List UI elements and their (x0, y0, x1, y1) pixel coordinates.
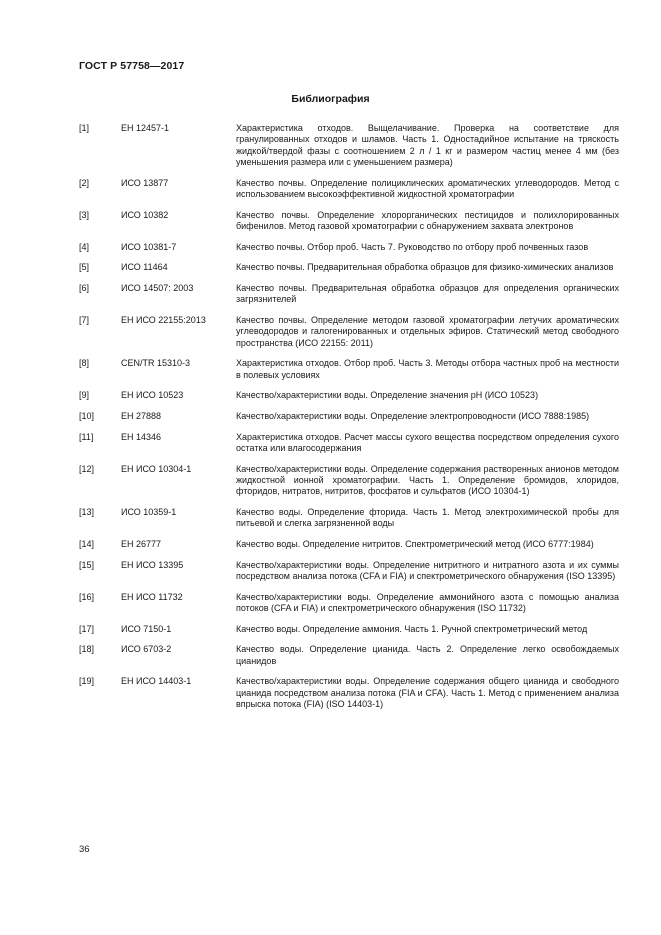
bibliography-entry (79, 592, 619, 615)
entry-description: Качество/характеристики воды. Определение электропроводности (ИСО 7888:1985) (236, 411, 590, 421)
entry-description: Качество воды. Определение цианида. Часть 2. Определение легко освобождаемых цианидов (236, 644, 619, 666)
entry-number: [18] (79, 644, 95, 655)
bibliography-entry (79, 210, 619, 233)
entry-standard-code: ИСО 13877 (121, 177, 169, 188)
bibliography-entry (79, 676, 619, 710)
entry-number: [9] (79, 390, 90, 401)
bibliography-entry (79, 507, 619, 530)
entry-number: [14] (79, 539, 95, 549)
bibliography-entry (79, 411, 619, 422)
entry-standard-code: CEN/TR 15310-3 (121, 358, 191, 369)
entry-description: Качество почвы. Определение методом газовой хроматографии летучих ароматических углеводородов и галогенированных и отдельных эфиров. Статический метод свободного пространства (ИСО 22155: 2011) (236, 315, 619, 348)
entry-number: [19] (79, 676, 95, 687)
bibliography-entry (79, 178, 619, 201)
bibliography-entry (79, 464, 619, 498)
entry-description: Качество/характеристики воды. Определение содержания общего цианида и свободного цианида посредством анализа потока (FIA и CFA). Часть 1. Метод с применением анализа впрыска потока (FIA) (ISO 14403-1) (236, 676, 619, 709)
bibliography-entry (79, 560, 619, 583)
entry-standard-code: ЕН ИСО 10523 (121, 390, 184, 401)
bibliography-entry (79, 315, 619, 349)
entry-number: [13] (79, 507, 95, 517)
bibliography-entry (79, 262, 619, 273)
entry-description: Качество почвы. Определение хлорорганических пестицидов и полихлорированных бифенилов. Метод газовой хроматографии с обнаружением захвата электронов (236, 209, 619, 232)
entry-number: [3] (79, 209, 90, 220)
bibliography-entry (79, 539, 619, 550)
entry-standard-code: ЕН ИСО 14403-1 (121, 676, 192, 687)
entry-standard-code: ИСО 11464 (121, 262, 168, 273)
entry-number: [1] (79, 123, 90, 133)
bibliography-entry (79, 242, 619, 253)
document-header: ГОСТ Р 57758—2017 (79, 60, 185, 72)
entry-standard-code: ИСО 7150-1 (121, 623, 172, 634)
entry-description: Качество почвы. Предварительная обработка образцов для определения органических загрязнителей (236, 283, 619, 305)
bibliography-list (79, 123, 619, 720)
entry-description: Качество/характеристики воды. Определение значения pH (ИСО 10523) (236, 390, 539, 401)
entry-standard-code: ЕН ИСО 22155:2013 (121, 315, 206, 325)
entry-standard-code: ЕН ИСО 13395 (121, 559, 184, 570)
entry-number: [12] (79, 463, 95, 474)
entry-description: Качество воды. Определение фторида. Часть 1. Метод электрохимической пробы для питьевой и слегка загрязненной воды (236, 507, 619, 529)
entry-description: Качество воды. Определение аммония. Часть 1. Ручной спектрометрический метод (236, 623, 588, 634)
entry-number: [11] (79, 431, 94, 442)
bibliography-entry (79, 624, 619, 635)
entry-standard-code: ИСО 10359-1 (121, 507, 177, 517)
bibliography-entry (79, 644, 619, 667)
entry-number: [6] (79, 283, 90, 293)
bibliography-entry (79, 390, 619, 401)
section-title: Библиография (291, 93, 370, 105)
entry-number: [5] (79, 262, 90, 273)
entry-number: [16] (79, 591, 95, 602)
entry-standard-code: ЕН ИСО 10304-1 (121, 463, 192, 474)
entry-standard-code: ЕН 26777 (121, 539, 162, 549)
entry-number: [4] (79, 241, 90, 252)
entry-standard-code: ЕН ИСО 11732 (121, 591, 183, 602)
entry-description: Качество/характеристики воды. Определение содержания растворенных анионов методом жидкостной ионной хроматографии. Часть 1. Определение бромидов, хлоридов, фторидов, нитратов, нитритов, фосфатов и сульфатов (ИСО 10304-1) (236, 463, 619, 497)
entry-number: [17] (79, 623, 95, 634)
entry-description: Характеристика отходов. Выщелачивание. Проверка на соответствие для гранулированных отходов и шламов. Часть 1. Одностадийное испытание на тряскость жидкой/твердой фазы с соотношением 2 л / 1 кг и размером частиц менее 4 мм (без уменьшения размера или с уменьшением размера) (236, 123, 619, 168)
entry-standard-code: ИСО 10381-7 (121, 241, 177, 252)
entry-description: Качество почвы. Предварительная обработка образцов для физико-химических анализов (236, 262, 614, 273)
entry-standard-code: ИСО 6703-2 (121, 644, 172, 655)
entry-number: [8] (79, 358, 90, 369)
bibliography-entry (79, 283, 619, 306)
entry-number: [10] (79, 411, 95, 421)
entry-description: Характеристика отходов. Отбор проб. Часть 3. Методы отбора частных проб на местности в полевых условиях (236, 358, 619, 380)
entry-description: Характеристика отходов. Расчет массы сухого вещества посредством определения сухого остатка или влагосодержания (236, 431, 619, 453)
entry-number: [15] (79, 559, 95, 570)
entry-description: Качество/характеристики воды. Определение аммонийного азота с помощью анализа потоков (CFA и FIA) и спектрометрического обнаружения (ISO 11732) (236, 591, 619, 613)
entry-standard-code: ЕН 12457-1 (121, 123, 170, 133)
bibliography-entry (79, 123, 619, 169)
entry-standard-code: ИСО 14507: 2003 (121, 283, 194, 293)
entry-description: Качество/характеристики воды. Определение нитритного и нитратного азота и их суммы посредством анализа потока (CFA и FIA) и спектрометрического обнаружения (ISO 13395) (236, 559, 619, 581)
bibliography-entry (79, 432, 619, 455)
entry-description: Качество воды. Определение нитритов. Спектрометрический метод (ИСО 6777:1984) (236, 539, 594, 549)
entry-number: [2] (79, 177, 90, 188)
entry-standard-code: ЕН 27888 (121, 411, 162, 421)
page-number: 36 (79, 844, 90, 855)
entry-description: Качество почвы. Отбор проб. Часть 7. Руководство по отбору проб почвенных газов (236, 241, 589, 252)
entry-standard-code: ЕН 14346 (121, 431, 162, 442)
entry-description: Качество почвы. Определение полициклических ароматических углеводородов. Метод с использованием высокоэффективной жидкостной хроматографии (236, 177, 619, 200)
entry-standard-code: ИСО 10382 (121, 209, 169, 220)
entry-number: [7] (79, 315, 90, 325)
bibliography-entry (79, 358, 619, 381)
